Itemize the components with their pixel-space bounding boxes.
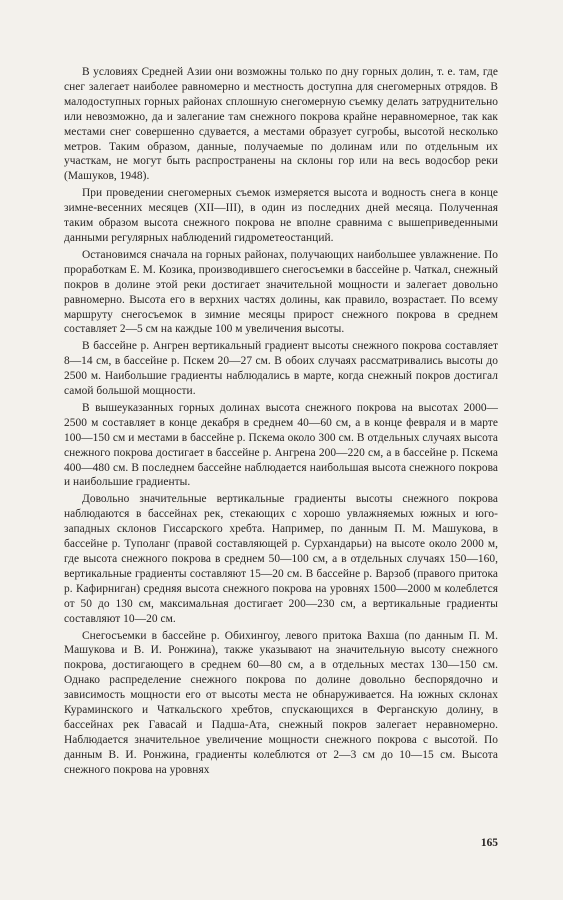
book-page — [64, 56, 498, 856]
paragraph-5: В вышеуказанных горных долинах высота снежного покрова на высотах 2000—2500 м составляет в конце декабря в среднем 40—60 см, а в конце февраля и в марте 100—150 см и местами в бассейне р. Пскема около 300 см. В отдельных случаях высота снежного покрова достигает в бассейне р. Ангрена 200—220 см, а в бассейне р. Пскема 400—480 см. В последнем бассейне наблюдается наибольшая высота снежного покрова и наибольшие градиенты. — [64, 401, 498, 489]
page-number: 165 — [480, 837, 498, 849]
paragraph-2: При проведении снегомерных съемок измеряется высота и водность снега в конце зимне-весенних месяцев (XII—III), в один из последних дней месяца. Полученная таким образом высота снежного покрова не вполне сравнима с вышеприведенными данными регулярных наблюдений гидрометеостанций. — [64, 187, 498, 244]
paragraph-6: Довольно значительные вертикальные градиенты высоты снежного покрова наблюдаются в бассейнах рек, стекающих с хорошо увлажняемых южных и юго-западных склонов Гиссарского хребта. Например, по данным П. М. Машукова, в бассейне р. Туполанг (правой составляющей р. Сурхандарьи) на высоте около 2000 м, где высота снежного покрова в среднем 50—100 см, а в отдельных случаях 150—160, вертикальные градиенты составляют 15—20 см. В бассейне р. Варзоб (правого притока р. Кафирниган) средняя высота снежного покрова на уровнях 1500—2000 м колеблется от 50 до 130 см, максимальная достигает 200—230 см, а вертикальные градиенты составляют 10—20 см. — [64, 493, 498, 625]
paragraph-1: В условиях Средней Азии они возможны только по дну горных долин, т. е. там, где снег залегает наиболее равномерно и местность доступна для снегомерных отрядов. В малодоступных горных районах сплошную снегомерную съемку делать затруднительно или невозможно, да и залегание там снежного покрова крайне неравномерное, так как местами снег совершенно сдувается, а местами образует сугробы, высотой несколько метров. Таким образом, данные, получаемые по долинам или по отдельным их участкам, не могут быть распространены на склоны гор или на весь водосбор реки (Машуков, 1948). — [64, 66, 498, 183]
paragraph-3: Остановимся сначала на горных районах, получающих наибольшее увлажнение. По проработкам Е. М. Козика, производившего снегосъемки в бассейне р. Чаткал, снежный покров в долине этой реки достигает значительной мощности и залегает довольно равномерно. Высота его в верхних частях долины, как правило, возрастает. По всему маршруту снегосъемок в зимние месяцы прирост снежного покрова в среднем составляет 2—5 см на каждые 100 м увеличения высоты. — [64, 248, 498, 336]
paragraph-4: В бассейне р. Ангрен вертикальный градиент высоты снежного покрова составляет 8—14 см, в бассейне р. Пскем 20—27 см. В обоих случаях рассматривались высоты до 2500 м. Наибольшие градиенты наблюдались в марте, когда снежный покров достигал самой большой мощности. — [64, 340, 498, 398]
paragraph-7: Снегосъемки в бассейне р. Обихингоу, левого притока Вахша (по данным П. М. Машукова и В. И. Ронжина), также указывают на значительную высоту снежного покрова, достигающего в среднем 60—80 см, а в отдельных местах 130—150 см. Однако распределение снежного покрова по долине довольно беспорядочно и зависимость мощности его от высоты места не обнаруживается. На южных склонах Кураминского и Чаткальского хребтов, спускающихся в Ферганскую долину, в бассейнах рек Гавасай и Падша-Ата, снежный покров залегает неравномерно. Наблюдается значительное увеличение мощности снежного покрова с высотой. По данным В. И. Ронжина, градиенты колеблются от 2—3 см до 10—15 см. Высота снежного покрова на уровнях — [64, 629, 498, 776]
